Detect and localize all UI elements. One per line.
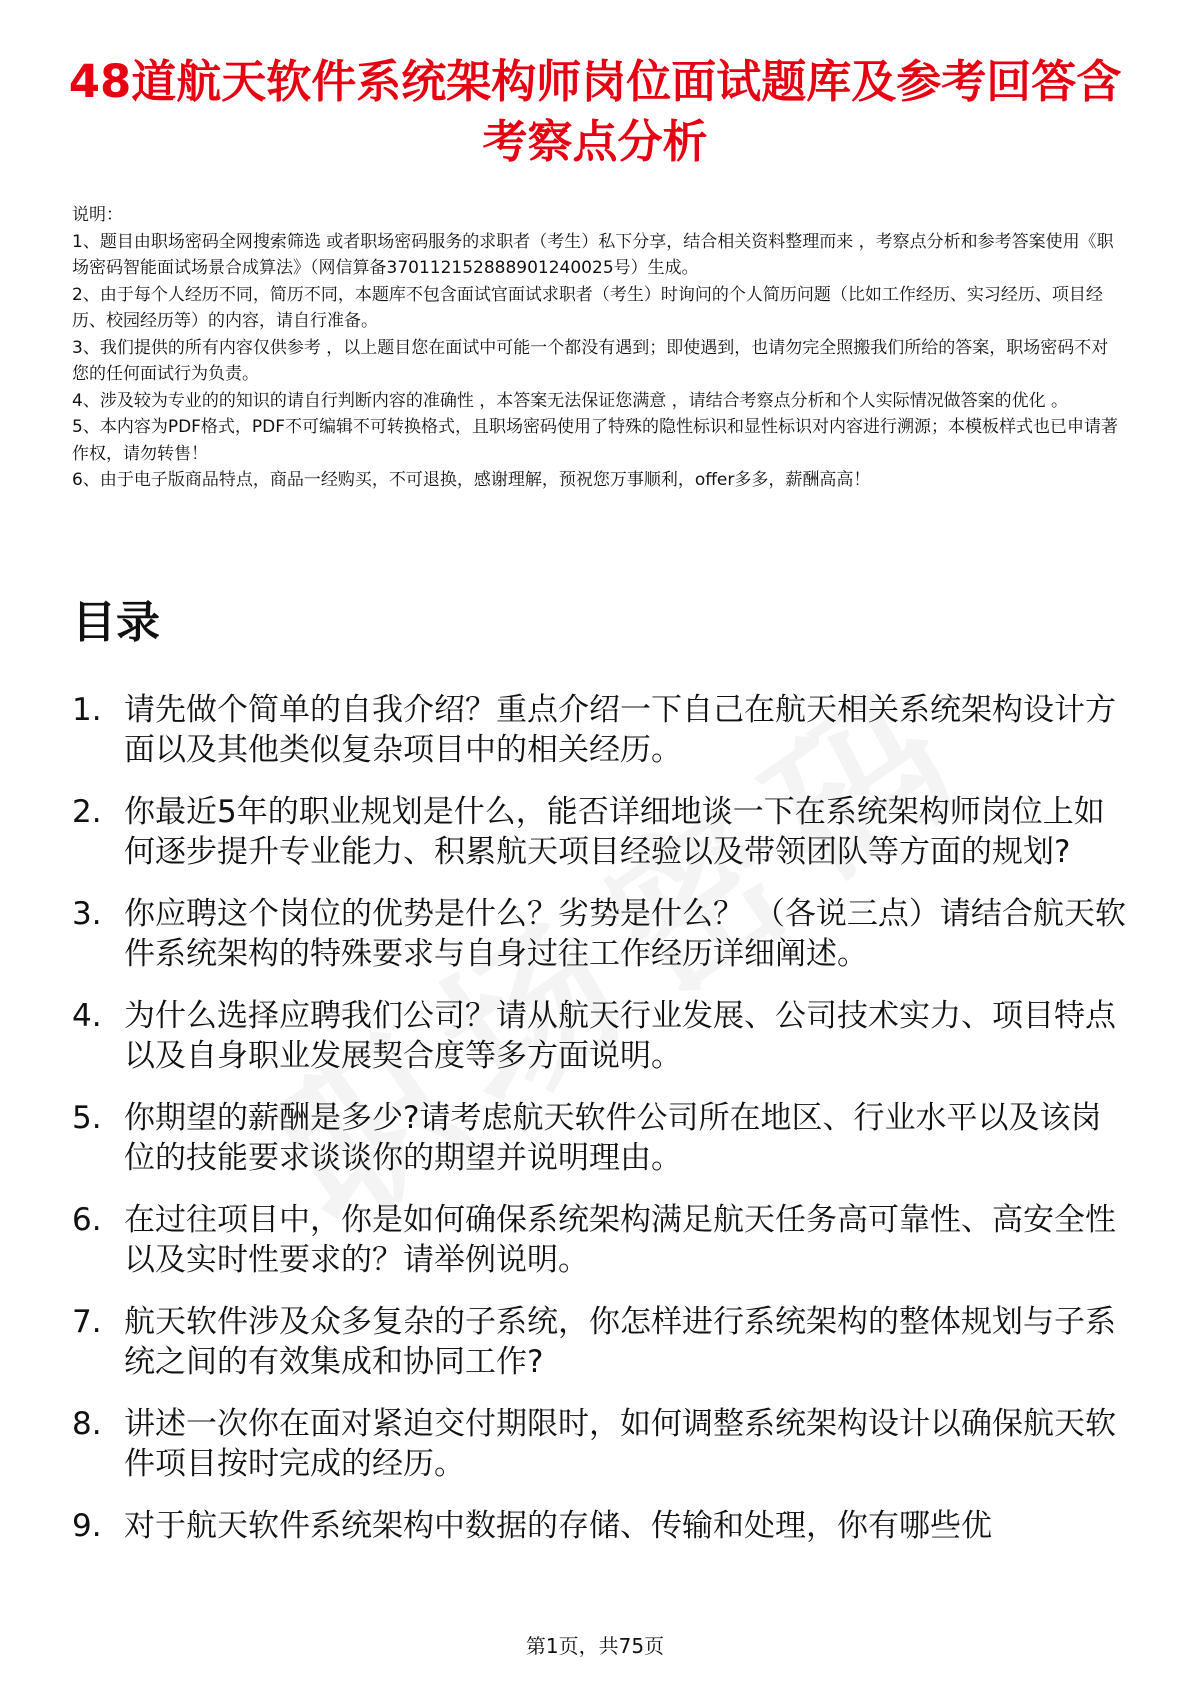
instructions-line: 3、我们提供的所有内容仅供参考 ，以上题目您在面试中可能一个都没有遇到；即使遇到，也请勿完全照搬我们所给的答案，职场密码不对您的任何面试行为负责。 — [72, 337, 1109, 384]
instructions-line: 1、题目由职场密码全网搜索筛选 或者职场密码服务的求职者（考生）私下分享，结合相关资料整理而来 ，考察点分析和参考答案使用《职场密码智能面试场景合成算法》（网信算备370112152888901240025号）生成。 — [72, 231, 1114, 278]
instructions-line: 2、由于每个人经历不同，简历不同，本题库不包含面试官面试求职者（考生）时询问的个人简历问题（比如工作经历、实习经历、项目经历、校园经历等）的内容，请自行准备。 — [72, 284, 1103, 331]
toc-item[interactable] — [72, 1200, 1132, 1280]
toc-item-number: 8. — [72, 1406, 102, 1442]
instructions-line: 6、由于电子版商品特点，商品一经购买，不可退换，感谢理解，预祝您万事顺利，offer多多，薪酬高高！ — [72, 470, 871, 490]
toc-item-number: 9. — [72, 1508, 102, 1544]
toc-item-text: 你应聘这个岗位的优势是什么？劣势是什么？ （各说三点）请结合航天软件系统架构的特殊要求与自身过往工作经历详细阐述。 — [124, 896, 1126, 972]
toc-item-number: 1. — [72, 692, 102, 728]
toc-item-number: 7. — [72, 1304, 102, 1340]
instructions-line: 5、本内容为PDF格式，PDF不可编辑不可转换格式，且职场密码使用了特殊的隐性标识和显性标识对内容进行溯源；本模板样式也已申请著作权，请勿转售！ — [72, 417, 1119, 464]
toc-item[interactable] — [72, 690, 1132, 770]
toc-item-text: 请先做个简单的自我介绍？重点介绍一下自己在航天相关系统架构设计方面以及其他类似复杂项目中的相关经历。 — [124, 692, 1116, 768]
toc-item[interactable] — [72, 1302, 1132, 1382]
toc-item-text: 对于航天软件系统架构中数据的存储、传输和处理，你有哪些优 — [124, 1508, 992, 1544]
toc-item-number: 4. — [72, 998, 102, 1034]
page-footer: 第1页，共75页 — [525, 1634, 665, 1658]
table-of-contents — [72, 690, 1132, 1568]
toc-item[interactable] — [72, 1404, 1132, 1484]
toc-item-number: 6. — [72, 1202, 102, 1238]
document-title: 48道航天软件系统架构师岗位面试题库及参考回答含考察点分析 — [68, 55, 1122, 168]
toc-item[interactable] — [72, 792, 1132, 872]
toc-item-number: 2. — [72, 794, 102, 830]
toc-item-text: 在过往项目中，你是如何确保系统架构满足航天任务高可靠性、高安全性以及实时性要求的？请举例说明。 — [124, 1202, 1116, 1278]
toc-item-text: 你期望的薪酬是多少?请考虑航天软件公司所在地区、行业水平以及该岗位的技能要求谈谈你的期望并说明理由。 — [124, 1100, 1102, 1176]
toc-item-text: 讲述一次你在面对紧迫交付期限时，如何调整系统架构设计以确保航天软件项目按时完成的经历。 — [124, 1406, 1116, 1482]
toc-item[interactable] — [72, 996, 1132, 1076]
instructions-block — [72, 202, 1122, 494]
toc-item[interactable] — [72, 1506, 1132, 1546]
toc-item-text: 你最近5年的职业规划是什么，能否详细地谈一下在系统架构师岗位上如何逐步提升专业能力、积累航天项目经验以及带领团队等方面的规划? — [124, 794, 1105, 870]
toc-item-text: 为什么选择应聘我们公司？请从航天行业发展、公司技术实力、项目特点以及自身职业发展契合度等多方面说明。 — [124, 998, 1116, 1074]
instructions-line: 4、涉及较为专业的的知识的请自行判断内容的准确性 ，本答案无法保证您满意 ，请结合考察点分析和个人实际情况做答案的优化 。 — [72, 390, 1069, 411]
toc-heading: 目录 — [72, 597, 160, 648]
toc-item[interactable] — [72, 1098, 1132, 1178]
toc-item-text: 航天软件涉及众多复杂的子系统，你怎样进行系统架构的整体规划与子系统之间的有效集成和协同工作? — [124, 1304, 1116, 1380]
toc-item-number: 3. — [72, 896, 102, 932]
instructions-line: 说明： — [72, 205, 123, 225]
toc-item[interactable] — [72, 894, 1132, 974]
toc-item-number: 5. — [72, 1100, 102, 1136]
